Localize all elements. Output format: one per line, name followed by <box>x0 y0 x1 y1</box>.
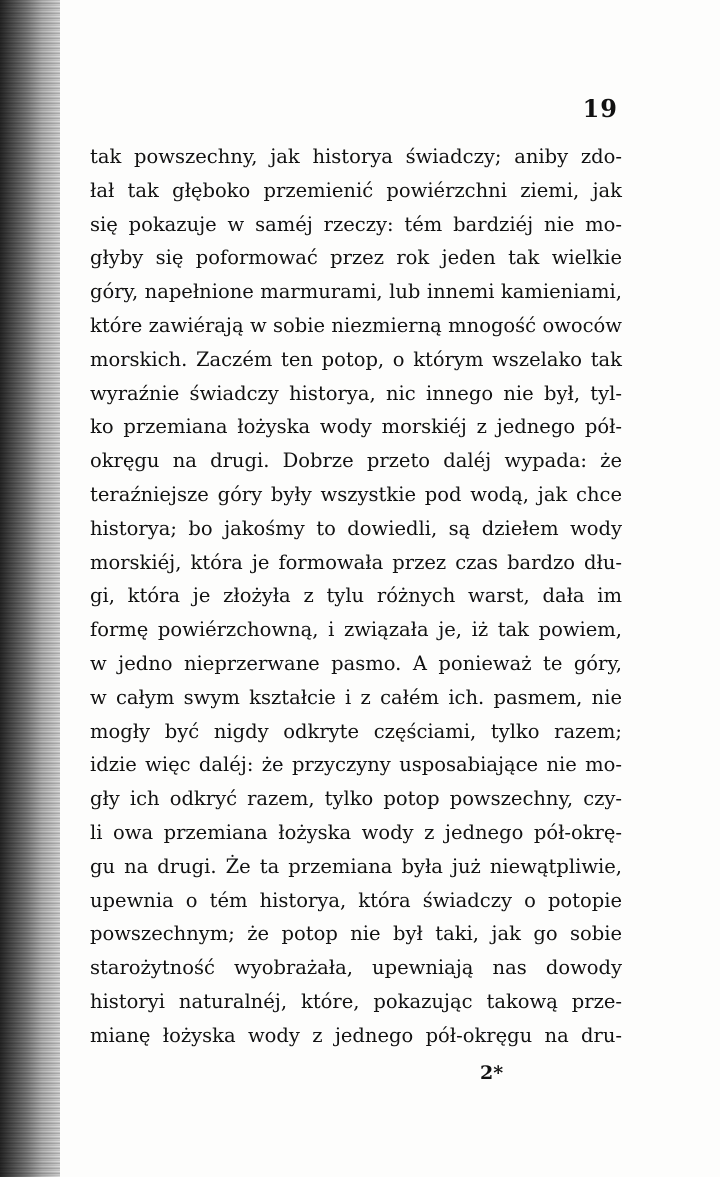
text-line: historya; bo jakośmy to dowiedli, są dziełem wody <box>90 516 622 540</box>
text-line: teraźniejsze góry były wszystkie pod wodą, jak chce <box>90 482 622 506</box>
text-line: mianę łożyska wody z jednego pół-okręgu na dru- <box>90 1023 622 1047</box>
text-line: idzie więc daléj: że przyczyny usposabiające nie mo- <box>90 753 622 777</box>
text-line: łał tak głęboko przemienić powiérzchni ziemi, jak <box>90 178 622 202</box>
text-line: li owa przemiana łożyska wody z jednego pół-okrę- <box>90 820 622 844</box>
text-line: powszechnym; że potop nie był taki, jak go sobie <box>90 922 622 946</box>
page-number: 19 <box>582 94 618 123</box>
text-line: gi, która je złożyła z tylu różnych warst, dała im <box>90 584 622 608</box>
text-line: które zawiérają w sobie niezmierną mnogość owoców <box>90 313 622 337</box>
text-line: morskich. Zaczém ten potop, o którym wszelako tak <box>90 347 622 371</box>
text-line: góry, napełnione marmurami, lub innemi kamieniami, <box>90 280 622 304</box>
text-line: głyby się poformować przez rok jeden tak wielkie <box>90 246 622 270</box>
text-line: okręgu na drugi. Dobrze przeto daléj wypada: że <box>90 449 622 473</box>
text-line: w jedno nieprzerwane pasmo. A ponieważ te góry, <box>90 651 622 675</box>
text-line: się pokazuje w saméj rzeczy: tém bardziéj nie mo- <box>90 212 622 236</box>
text-line: historyi naturalnéj, które, pokazując takową prze- <box>90 989 622 1013</box>
text-line: morskiéj, która je formowała przez czas bardzo dłu- <box>90 550 622 574</box>
text-line: mogły być nigdy odkryte częściami, tylko razem; <box>90 719 622 743</box>
text-line: wyraźnie świadczy historya, nic innego nie był, tyl- <box>90 381 622 405</box>
text-line: starożytność wyobrażała, upewniają nas dowody <box>90 956 622 980</box>
text-line: tak powszechny, jak historya świadczy; aniby zdo- <box>90 145 622 168</box>
text-line: gły ich odkryć razem, tylko potop powszechny, czy- <box>90 787 622 811</box>
text-line: w całym swym kształcie i z całém ich. pasmem, nie <box>90 685 622 709</box>
text-line: upewnia o tém historya, która świadczy o potopie <box>90 888 622 912</box>
signature-mark: 2* <box>480 1062 504 1084</box>
text-line: ko przemiana łożyska wody morskiéj z jednego pół- <box>90 415 622 439</box>
text-line: gu na drugi. Że ta przemiana była już niewątpliwie, <box>90 854 622 878</box>
body-text <box>90 140 622 1053</box>
book-spine-shadow <box>0 0 60 1177</box>
text-line: formę powiérzchowną, i związała je, iż tak powiem, <box>90 618 622 642</box>
